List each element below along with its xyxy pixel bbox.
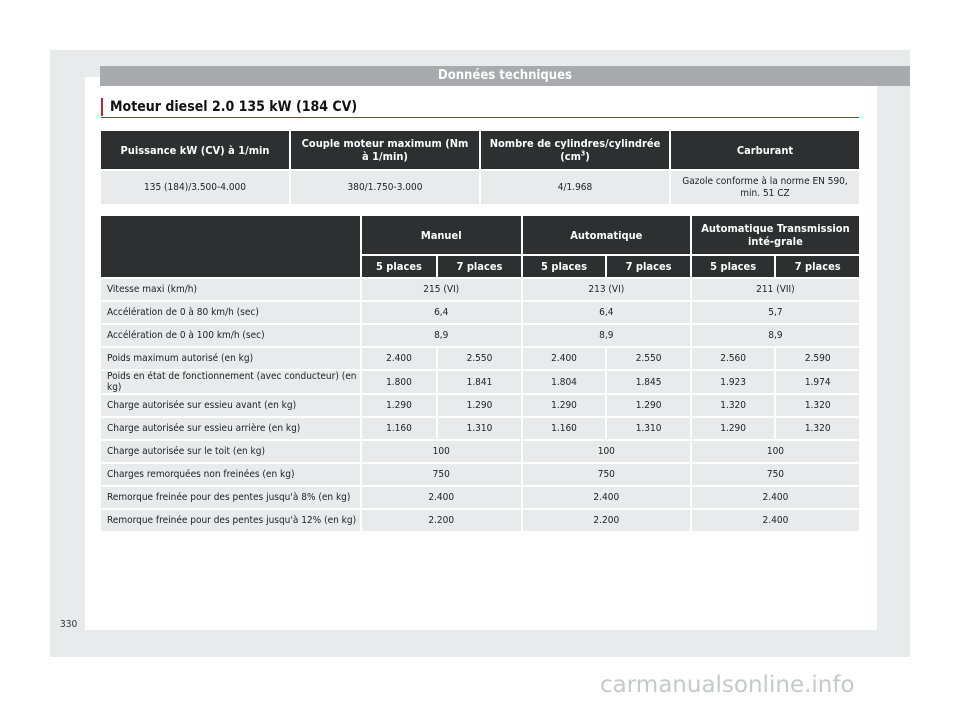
seats-header: 5 places: [692, 256, 775, 277]
cell-value: 5,7: [692, 302, 859, 323]
table-row: [101, 279, 859, 300]
cell-value: 1.923: [692, 371, 775, 393]
cell-value: 1.160: [362, 418, 436, 439]
engine-table: [99, 129, 861, 206]
cell-value: 1.160: [523, 418, 606, 439]
row-label: Charges remorquées non freinées (en kg): [101, 464, 360, 485]
cell-value: 2.400: [523, 348, 606, 369]
spec-group-header: [101, 216, 859, 254]
cell-value: 1.310: [607, 418, 690, 439]
table-row: [101, 464, 859, 485]
spec-table: [99, 214, 861, 533]
engine-table-header: [101, 131, 859, 169]
cell-value: 2.200: [362, 510, 521, 531]
cell-value: 2.200: [523, 510, 690, 531]
cell-value: 2.400: [362, 348, 436, 369]
table-row: [101, 441, 859, 462]
cell-fuel: Gazole conforme à la norme EN 590, min. 51 CZ: [671, 171, 859, 204]
cell-power: 135 (184)/3.500-4.000: [101, 171, 289, 204]
engine-table-row: [101, 171, 859, 204]
cell-value: 6,4: [362, 302, 521, 323]
table-row: [101, 418, 859, 439]
row-label: Charge autorisée sur essieu avant (en kg): [101, 395, 360, 416]
table-row: [101, 302, 859, 323]
row-label: Charge autorisée sur le toit (en kg): [101, 441, 360, 462]
cell-value: 211 (VII): [692, 279, 859, 300]
row-label: Vitesse maxi (km/h): [101, 279, 360, 300]
title-rule: [101, 117, 859, 118]
cell-value: 2.550: [438, 348, 521, 369]
header-fuel: Carburant: [671, 131, 859, 169]
cell-value: 2.560: [692, 348, 775, 369]
cell-value: 1.320: [776, 395, 859, 416]
chapter-header: Données techniques: [100, 66, 910, 86]
cell-value: 213 (VI): [523, 279, 690, 300]
seats-header: 5 places: [523, 256, 606, 277]
group-automatic-awd: Automatique Transmission inté-grale: [692, 216, 859, 254]
cell-value: 1.290: [607, 395, 690, 416]
cell-value: 1.310: [438, 418, 521, 439]
seats-header: 7 places: [438, 256, 521, 277]
cell-value: 100: [523, 441, 690, 462]
cell-value: 1.845: [607, 371, 690, 393]
table-row: [101, 510, 859, 531]
cell-value: 2.550: [607, 348, 690, 369]
row-label: Accélération de 0 à 100 km/h (sec): [101, 325, 360, 346]
cell-value: 1.320: [692, 395, 775, 416]
cell-value: 1.800: [362, 371, 436, 393]
seats-header: 7 places: [776, 256, 859, 277]
group-manual: Manuel: [362, 216, 521, 254]
cell-value: 1.974: [776, 371, 859, 393]
row-label: Remorque freinée pour des pentes jusqu'à 12% (en kg): [101, 510, 360, 531]
cell-value: 2.400: [692, 510, 859, 531]
page-number: 330: [60, 619, 78, 630]
table-row: [101, 487, 859, 508]
row-label: Accélération de 0 à 80 km/h (sec): [101, 302, 360, 323]
header-torque: Couple moteur maximum (Nm à 1/min): [291, 131, 479, 169]
cell-value: 750: [523, 464, 690, 485]
cell-value: 1.804: [523, 371, 606, 393]
section-title: Moteur diesel 2.0 135 kW (184 CV): [101, 98, 868, 116]
cell-value: 2.400: [362, 487, 521, 508]
cell-value: 1.841: [438, 371, 521, 393]
table-row: [101, 348, 859, 369]
cell-value: 1.290: [523, 395, 606, 416]
seats-header: 5 places: [362, 256, 436, 277]
table-row: [101, 325, 859, 346]
row-label: Charge autorisée sur essieu arrière (en kg): [101, 418, 360, 439]
spec-table-body: [101, 279, 859, 531]
group-automatic: Automatique: [523, 216, 690, 254]
table-row: [101, 395, 859, 416]
cell-value: 750: [362, 464, 521, 485]
cell-value: 750: [692, 464, 859, 485]
cell-value: 1.290: [438, 395, 521, 416]
cell-torque: 380/1.750-3.000: [291, 171, 479, 204]
header-cylinders: Nombre de cylindres/cylindrée $(cm^3)$: [481, 131, 669, 169]
table-row: [101, 371, 859, 393]
cell-cylinders: 4/1.968: [481, 171, 669, 204]
cell-value: 100: [362, 441, 521, 462]
cell-value: 100: [692, 441, 859, 462]
cell-value: 8,9: [362, 325, 521, 346]
cell-value: 2.590: [776, 348, 859, 369]
cell-value: 1.320: [776, 418, 859, 439]
spec-header-empty: [101, 216, 360, 277]
cell-value: 1.290: [362, 395, 436, 416]
cell-value: 2.400: [523, 487, 690, 508]
cell-value: 1.290: [692, 418, 775, 439]
row-label: Remorque freinée pour des pentes jusqu'à 8% (en kg): [101, 487, 360, 508]
cell-value: 6,4: [523, 302, 690, 323]
cell-value: 2.400: [692, 487, 859, 508]
row-label: Poids en état de fonctionnement (avec conducteur) (en kg): [101, 371, 360, 393]
watermark: carmanualsonline.info: [600, 672, 855, 698]
header-power: Puissance kW (CV) à 1/min: [101, 131, 289, 169]
row-label: Poids maximum autorisé (en kg): [101, 348, 360, 369]
cell-value: 8,9: [523, 325, 690, 346]
seats-header: 7 places: [607, 256, 690, 277]
cell-value: 8,9: [692, 325, 859, 346]
cell-value: 215 (VI): [362, 279, 521, 300]
